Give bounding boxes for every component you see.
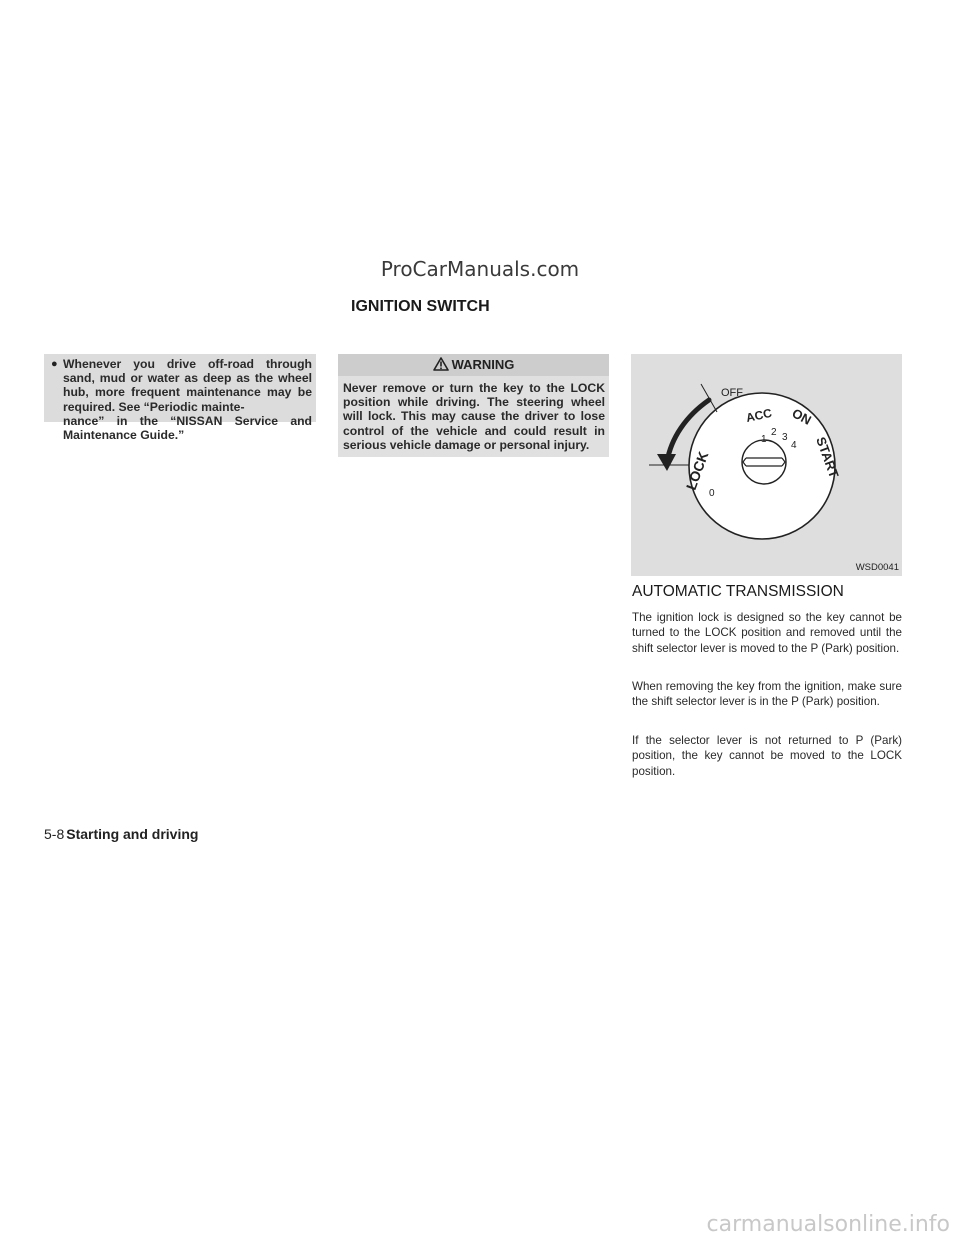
bullet-icon: ● [51, 358, 58, 370]
warning-body [338, 376, 609, 457]
warning-header [338, 354, 609, 376]
footer-section: Starting and driving [66, 826, 199, 842]
watermark-top: ProCarManuals.com [380, 257, 580, 281]
label-num-4: 4 [791, 440, 797, 451]
label-start: START [813, 434, 842, 480]
warning-text: Never remove or turn the key to the LOCK position while driving. The steering wheel will lock. This may cause the driver to lose control of the vehicle and could result in serious vehicle damage or personal injury. [343, 381, 605, 452]
label-num-1: 1 [761, 434, 767, 445]
label-acc: ACC [744, 405, 774, 425]
paragraph-3: If the selector lever is not returned to P (Park) position, the key cannot be moved to the LOCK position. [632, 734, 902, 778]
label-num-3: 3 [782, 432, 788, 443]
label-off: OFF [721, 387, 743, 399]
label-num-0: 0 [709, 488, 715, 499]
figure-code: WSD0041 [855, 562, 899, 573]
label-on: ON [789, 405, 814, 428]
watermark-bottom: carmanualsonline.info [706, 1212, 950, 1237]
note-box [44, 354, 316, 443]
page-footer [44, 826, 198, 842]
label-num-2: 2 [771, 427, 777, 438]
page-number: 5-8 [44, 826, 65, 842]
paragraph-2: When removing the key from the ignition, make sure the shift selector lever is in the P (Park) position. [632, 680, 902, 709]
warning-title: WARNING [451, 357, 515, 372]
warning-icon [433, 357, 449, 371]
ignition-figure [631, 354, 902, 576]
automatic-transmission-heading: AUTOMATIC TRANSMISSION [632, 583, 844, 600]
key-slot-circle [742, 440, 786, 484]
ignition-diagram [631, 354, 902, 576]
note-text: Whenever you drive off-road through sand, mud or water as deep as the wheel hub, more frequent maintenance may be required. See “Periodic mainte- nance” in the “NISSAN Service and Maintenance Guide.” [63, 357, 312, 443]
paragraph-1: The ignition lock is designed so the key cannot be turned to the LOCK position and removed until the shift selector lever is moved to the P (Park) position. [632, 611, 902, 655]
arrow-head-icon [657, 454, 676, 471]
section-title: IGNITION SWITCH [351, 298, 490, 315]
label-lock: LOCK [682, 449, 712, 493]
